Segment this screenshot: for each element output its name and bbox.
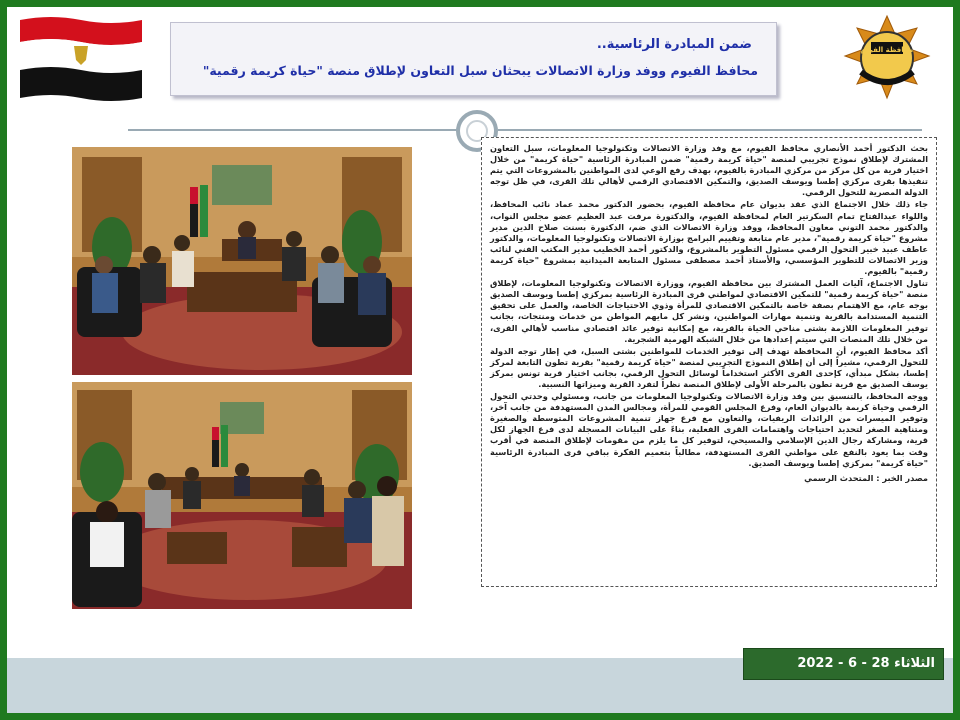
article-source: مصدر الخبر : المتحدث الرسمي bbox=[804, 472, 928, 483]
article-paragraph-4: أكد محافظ الفيوم، أن المحافظة تهدف إلى توفير الخدمات للمواطنين بشتى السبل، في إطار توجه الدولة للتحول الرقمي، مشيراً إلى أن إطلاق النموذج التجريبي لمنصة "حياة كريمة رقمية" بقرية تطون التابعة لمركز إطسا، بشكل مبدأي، كإحدى القرى الأكثر استخداماً لوسائل التحول الرقمي، بجانب اختيار قرية تونس بمركز يوسف الصديق مع قرية تطون بالمرحلة الأولى لإطلاق المنصة نظراً لتفرد القرية وميزاتها النسبية. bbox=[490, 345, 928, 389]
date-box bbox=[743, 648, 944, 680]
article-body bbox=[481, 137, 937, 587]
divider-line-right bbox=[498, 129, 922, 131]
divider-line-left bbox=[128, 129, 458, 131]
meeting-photo-1 bbox=[72, 147, 412, 375]
article-paragraph-5: ووجه المحافظ، بالتنسيق بين وفد وزارة الاتصالات وتكنولوجيا المعلومات من جانب، ومسئولي وحدتي التحول الرقمي وحياة كريمة بالديوان العام، وفرع المجلس القومي للمرأة، ومجالس المدن المستهدفة من جانب آخر، وتوفير الميسرات من الرائدات الريفيات، والتعاون مع فرع جهاز تنمية المشروعات المتوسطة والصغيرة ومتناهية الصغر لتحديد احتياجات واهتمامات القرى الفعلية، بناءً على البيانات المسجلة لدى فرع الجهاز لكل قرية، ومشاركة رجال الدين الإسلامي والمسيحي، لتوفير كل ما يلزم من مقومات لإطلاق المنصة في أقرب وقت بما يعود بالنفع على مواطني القرى المستهدفة، مطالباً بتعميم الفكرة بباقي قرى المبادرة الرئاسية "حياة كريمة" بمركزي إطسا ويوسف الصديق. bbox=[490, 391, 928, 468]
egypt-flag bbox=[16, 12, 146, 102]
meeting-photo-2 bbox=[72, 382, 412, 609]
fayoum-governorate-logo bbox=[837, 12, 937, 107]
article-paragraph-2: جاء ذلك خلال الاجتماع الذي عقد بديوان عام محافظة الفيوم، بحضور الدكتور محمد عماد نائب المحافظ، واللواء عبدالفتاح تمام السكرتير العام لمحافظة الفيوم، والدكتورة مرفت عبد العظيم عضو مجلس النواب، والدكتور محمد التوني معاون المحافظ، ووفد وزارة الاتصالات الذي ضم، الدكتورة بسنت صلاح الدين مدير مشروع "حياة كريمة رقمية"، مدير عام متابعة وتقييم البرامج بوزارة الاتصالات وتكنولوجيا المعلومات، والدكتور عاطف عبيد خبير التحول الرقمي مسئول التطوير بالمشروع، والدكتور أحمد الخطيب مدير المكتب الفني لنائب وزير الاتصالات للتطوير المؤسسي، والأستاذ أحمد مصطفى مسئول المتابعة الميدانية بمشروع "حياة كريمة رقمية" بالفيوم. bbox=[490, 199, 928, 277]
title-line-1: ضمن المبادرة الرئاسية.. bbox=[596, 37, 752, 52]
article-paragraph-3: تناول الاجتماع، آليات العمل المشترك بين محافظة الفيوم، ووزارة الاتصالات وتكنولوجيا المعلومات، لإطلاق منصة "حياة كريمة رقمية" للتمكين الاقتصادي لمواطني قرى المبادرة الرئاسية بمركزي إطسا ويوسف الصديق بوجه عام، مع الاهتمام بصفة خاصة بالتمكين الاقتصادي للمرأة وذوي الاحتياجات الخاصة، والعمل على تحقيق التنمية المستدامة بالقرية وتنمية مهارات المواطنين، ونشر كل مايهم المواطن من خدمات ومنتجات، بجانب توفير المعلومات اللازمة بشتى مناحي الحياة بالقرية، مع إمكانية توفير عائد اقتصادي مناسب لأهالي القرى، من خلال تلك المنصات التي سيتم إعدادها من خلال الشبكة الهرمية الشجرية. bbox=[490, 278, 928, 344]
logo-text: محافظة الفيوم bbox=[860, 46, 914, 54]
page-frame bbox=[7, 7, 953, 713]
title-line-2: محافظ الفيوم ووفد وزارة الاتصالات يبحثان سبل التعاون لإطلاق منصة "حياة كريمة رقمية" bbox=[202, 63, 758, 78]
article-paragraph-1: بحث الدكتور أحمد الأنصاري محافظ الفيوم، مع وفد وزارة الاتصالات وتكنولوجيا المعلومات، سبل التعاون المشترك لإطلاق نموذج تجريبي لمنصة "حياة كريمة رقمية" ضمن المبادرة الرئاسية "حياة كريمة" من خلال اختيار قرية من كل مركز من مركزي المبادرة بالفيوم، بهدف رفع الوعي لدى المواطنين بالمشروعات التي يتم تنفيذها بقرى مركزي إطسا ويوسف الصديق، والتمكين الاقتصادي الرقمي لأهالي تلك القرى، في ظل توجه الدولة المصرية للتحول الرقمي. bbox=[490, 143, 928, 198]
date-text: الثلاثاء 28 - 6 - 2022 bbox=[797, 656, 935, 671]
title-box bbox=[170, 22, 777, 96]
